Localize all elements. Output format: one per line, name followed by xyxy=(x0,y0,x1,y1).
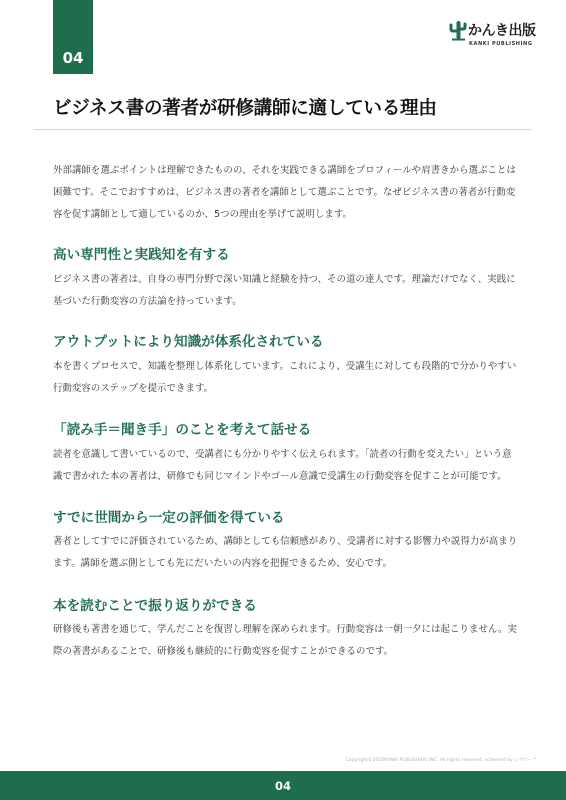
section-body-review: 研修後も著書を通じて、学んだことを復習し理解を深められます。行動変容は一朝一夕には起こりません。実際の著書があることで、研修後も継続的に行動変容を促すことができるのです。 xyxy=(53,624,517,657)
section-heading-systematized: アウトプットにより知識が体系化されている xyxy=(53,334,324,350)
section-heading-reader-listener: 「読み手＝聞き手」のことを考えて話せる xyxy=(53,422,312,438)
section-heading-review: 本を読むことで振り返りができる xyxy=(53,598,257,614)
footer-bar xyxy=(0,771,566,800)
section-heading-expertise: 高い専門性と実践知を有する xyxy=(53,247,230,263)
page-number: 04 xyxy=(274,778,291,793)
title-divider xyxy=(34,129,532,130)
section-body-expertise: ビジネス書の著者は、自身の専門分野で深い知識と経験を持つ、その道の達人です。理論だけでなく、実践に基づいた行動変容の方法論を持っています。 xyxy=(53,274,516,307)
page-title: ビジネス書の著者が研修講師に適している理由 xyxy=(53,98,437,119)
logo-subtitle: KANKI PUBLISHING xyxy=(469,41,533,47)
logo-name: かんき出版 xyxy=(468,23,536,39)
copyright-notice: Copyright©2025KANKI PUBLISHING INC. All rights reserved. schemed by レガピー™ xyxy=(345,758,537,763)
chapter-number: 04 xyxy=(62,49,84,67)
publisher-logo xyxy=(449,19,549,59)
cactus-logo-icon xyxy=(449,19,467,41)
chapter-tab xyxy=(53,0,93,74)
section-body-reader-listener: 読者を意識して書いているので、受講者にも分かりやすく伝えられます。「読者の行動を変えたい」という意識で書かれた本の著者は、研修でも同じマインドやゴール意識で受講生の行動変容を促すことが可能です。 xyxy=(53,449,512,482)
intro-paragraph: 外部講師を選ぶポイントは理解できたものの、それを実践できる講師をプロフィールや肩書きから選ぶことは困難です。そこでおすすめは、ビジネス書の著者を講師として選ぶことです。なぜビジネス書の著者が行動変容を促す講師として適しているのか、5つの理由を挙げて説明します。 xyxy=(53,165,516,220)
section-body-systematized: 本を書くプロセスで、知識を整理し体系化しています。これにより、受講生に対しても段階的で分かりやすい行動変容のステップを提示できます。 xyxy=(53,361,517,394)
section-body-reputation: 著者としてすでに評価されているため、講師としても信頼感があり、受講者に対する影響力や説得力が高まります。講師を選ぶ側としても先にだいたいの内容を把握できるため、安心です。 xyxy=(53,536,518,569)
section-heading-reputation: すでに世間から一定の評価を得ている xyxy=(53,510,285,526)
